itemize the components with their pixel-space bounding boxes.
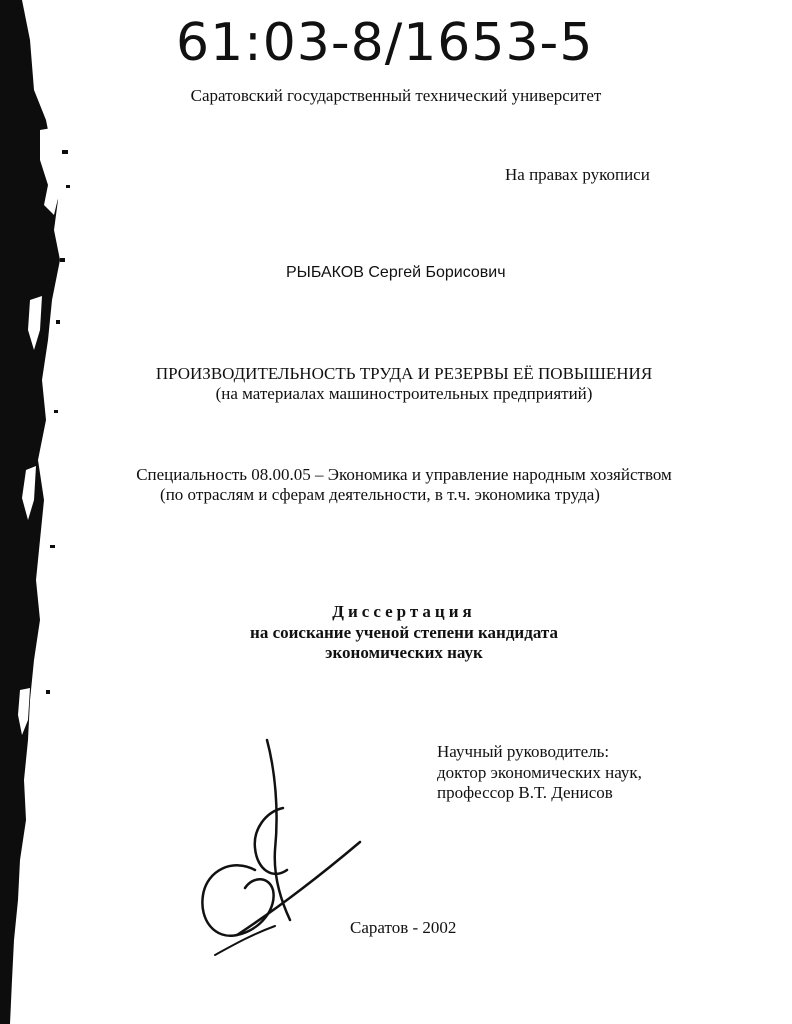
archive-code-text: 61:03-8/1653-5	[176, 13, 594, 73]
signature-icon	[195, 730, 365, 960]
city-year: Саратов - 2002	[350, 918, 457, 937]
degree-line-2: экономических наук	[325, 643, 483, 662]
degree-line-1: на соискание ученой степени кандидата	[250, 623, 558, 642]
scan-edge-artifact	[0, 0, 80, 1024]
supervisor-degree: доктор экономических наук,	[437, 763, 642, 782]
manuscript-rights-note: На правах рукописи	[505, 165, 650, 184]
dissertation-subtitle: (на материалах машиностроительных предприятий)	[215, 384, 593, 403]
supervisor-label: Научный руководитель:	[437, 742, 610, 761]
archive-code-handwritten	[172, 2, 632, 82]
document-type: Диссертация	[332, 602, 476, 621]
supervisor-name: профессор В.Т. Денисов	[437, 783, 613, 802]
university-name: Саратовский государственный технический университет	[190, 86, 602, 105]
author-name: РЫБАКОВ Сергей Борисович	[286, 264, 506, 281]
specialty-line-2: (по отраслям и сферам деятельности, в т.ч. экономика труда)	[160, 485, 600, 504]
dissertation-title: ПРОИЗВОДИТЕЛЬНОСТЬ ТРУДА И РЕЗЕРВЫ ЕЁ ПОВЫШЕНИЯ	[155, 364, 653, 383]
specialty-line-1: Специальность 08.00.05 – Экономика и управление народным хозяйством	[136, 465, 672, 484]
